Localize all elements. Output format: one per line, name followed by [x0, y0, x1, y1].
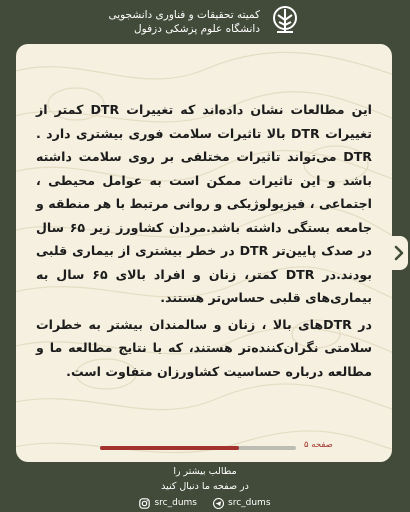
next-page-button[interactable] [390, 236, 408, 270]
instagram-link[interactable] [139, 498, 197, 509]
article-text [36, 98, 372, 386]
progress-fill [100, 446, 239, 450]
instagram-handle: src_dums [154, 498, 197, 508]
brain-tree-logo [268, 4, 302, 36]
social-links [0, 496, 410, 510]
header [0, 0, 410, 40]
telegram-handle: src_dums [228, 498, 271, 508]
telegram-link[interactable] [213, 498, 271, 509]
page-number: صفحه ۵ [304, 440, 333, 450]
instagram-icon [139, 498, 150, 509]
paragraph-1: این مطالعات نشان داده‌اند که تغییرات DTR کمتر از تغییرات DTR بالا تاثیرات سلامت فوری بیشتری دارد . DTR می‌تواند تاثیرات مختلفی بر روی سلامت داشته باشد و این تاثیرات ممکن است به عوامل محیطی ، اجتماعی ، فیزیولوژیکی و روانی مرتبط با هر منطقه و جامعه بستگی داشته باشد.مردان کشاورز زیر ۶۵ سال در صدک پایین‌تر DTR در خطر بیشتری از بیماری قلبی بودند.در DTR کمتر، زنان و افراد بالای ۶۵ سال به بیماری‌های قلبی حساس‌تر هستند. [36, 102, 373, 305]
content-card [16, 44, 392, 462]
telegram-icon [213, 498, 224, 509]
paragraph-2: در DTRهای بالا ، زنان و سالمندان بیشتر به خطرات سلامتی نگران‌کننده‌تر هستند، که با نتایج مطالعه ما و مطالعه درباره حساسیت کشاورزان متفاوت است. [36, 316, 372, 379]
progress-bar [100, 446, 296, 450]
org-name [108, 8, 260, 36]
org-name-line1: کمیته تحقیقات و فناوری دانشجویی [108, 9, 260, 21]
org-name-line2: دانشگاه علوم پزشکی دزفول [134, 23, 260, 35]
footer-line2: در صفحه ما دنبال کنید [161, 481, 249, 492]
footer-line1: مطالب بیشتر را [173, 466, 237, 477]
chevron-right-icon [393, 245, 405, 261]
